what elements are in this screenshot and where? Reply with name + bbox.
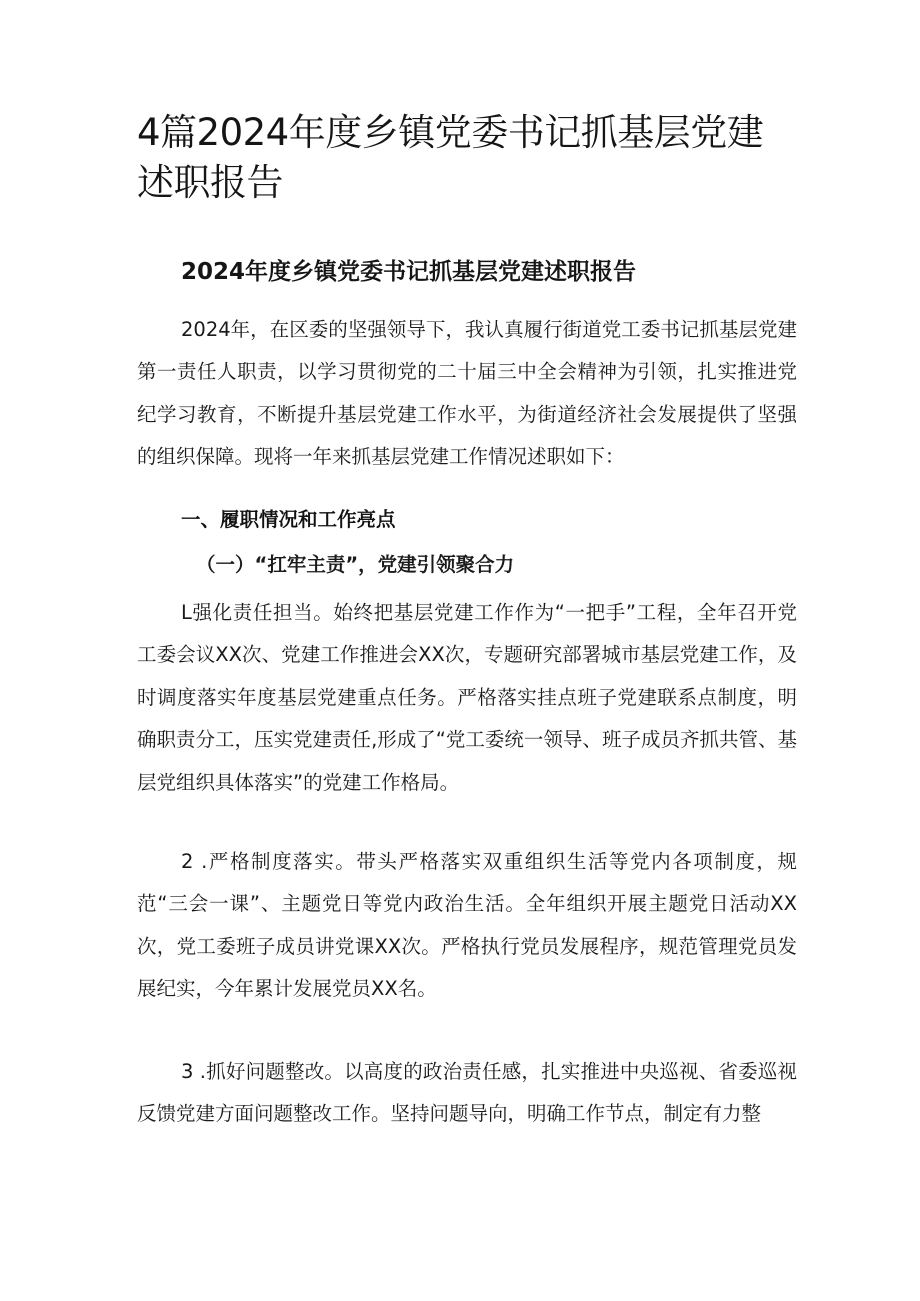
subsection-heading-1: （一）“扛牢主责”，党建引领聚合力 [196,553,515,576]
report-subtitle: 2024年度乡镇党委书记抓基层党建述职报告 [181,259,637,285]
intro-paragraph: 2024年，在区委的坚强领导下，我认真履行街道党工委书记抓基层党建第一责任人职责，以学习贯彻党的二十届三中全会精神为引领，扎实推进党纪学习教育，不断提升基层党建工作水平，为街道经济社会发展提供了坚强的组织保障。现将一年来抓基层党建工作情况述职如下： [137,318,797,469]
document-title: 4篇2024年度乡镇党委书记抓基层党建述职报告 [137,111,764,204]
paragraph-item-2: 2 .严格制度落实。带头严格落实双重组织生活等党内各项制度，规范“三会一课”、主题党日等党内政治生活。全年组织开展主题党日活动XX次，党工委班子成员讲党课XX次。严格执行党员发展程序，规范管理党员发展纪实，今年累计发展党员XX名。 [137,850,797,1001]
paragraph-item-1: L强化责任担当。始终把基层党建工作作为“一把手”工程，全年召开党工委会议XX次、党建工作推进会XX次，专题研究部署城市基层党建工作，及时调度落实年度基层党建重点任务。严格落实挂点班子党建联系点制度，明确职责分工，压实党建责任,形成了“党工委统一领导、班子成员齐抓共管、基层党组织具体落实”的党建工作格局。 [137,601,797,794]
section-heading-1: 一、履职情况和工作亮点 [181,508,396,531]
paragraph-item-3: 3 .抓好问题整改。以高度的政治责任感，扎实推进中央巡视、省委巡视反馈党建方面问题整改工作。坚持问题导向，明确工作节点，制定有力整 [137,1060,797,1126]
